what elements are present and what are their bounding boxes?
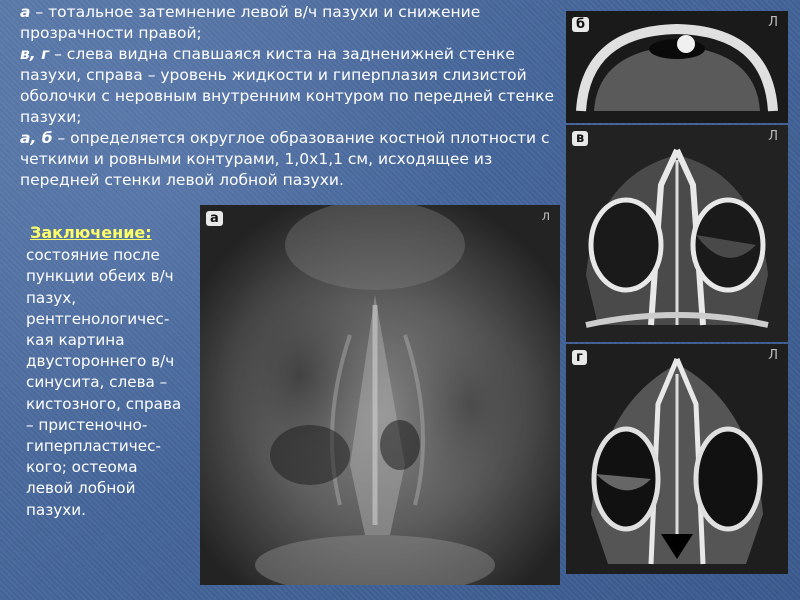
text-v-g: – слева видна спавшаяся киста на задненижней стенке пазухи, справа – уровень жидкости и гиперплазия слизистой оболочки с неровным внутренним контуром по передней стенке пазухи; [20, 45, 555, 126]
xray-image [200, 205, 560, 585]
panel-letter-v: в [572, 131, 588, 146]
text-a: – тотальное затемнение левой в/ч пазухи и снижение прозрачности правой; [20, 3, 481, 42]
ct-drawing-b [566, 11, 788, 123]
label-a-b: а, б [20, 129, 53, 147]
description-paragraph [20, 128, 560, 191]
label-v-g: в, г [20, 45, 50, 63]
label-a: а [20, 3, 31, 21]
description-paragraph [20, 2, 560, 44]
side-marker: л [541, 209, 550, 224]
ct-image-b [566, 11, 788, 123]
panel-letter-g: г [572, 350, 587, 365]
ct-image-v [566, 125, 788, 342]
side-marker: Л [768, 15, 778, 30]
conclusion-text: состояние после пункции обеих в/ч пазух, рентгенологичес-кая картина двустороннего в/ч синусита, слева – кистозного, справа – пристеночно-гиперпластичес-кого; остеома левой лобной пазухи. [26, 246, 182, 519]
conclusion-title: Заключение: [30, 223, 152, 242]
panel-letter-a: а [206, 211, 223, 226]
description-text [20, 2, 560, 191]
xray-drawing [200, 205, 560, 585]
ct-drawing-v [566, 125, 788, 342]
text-a-b: – определяется округлое образование костной плотности с четкими и ровными контурами, 1,0х1,1 см, исходящее из передней стенки левой лобной пазухи. [20, 129, 550, 189]
conclusion-block [26, 222, 186, 521]
description-paragraph [20, 44, 560, 128]
side-marker: Л [768, 129, 778, 144]
side-marker: Л [768, 348, 778, 363]
panel-letter-b: б [572, 17, 589, 32]
ct-image-g [566, 344, 788, 574]
ct-drawing-g [566, 344, 788, 574]
